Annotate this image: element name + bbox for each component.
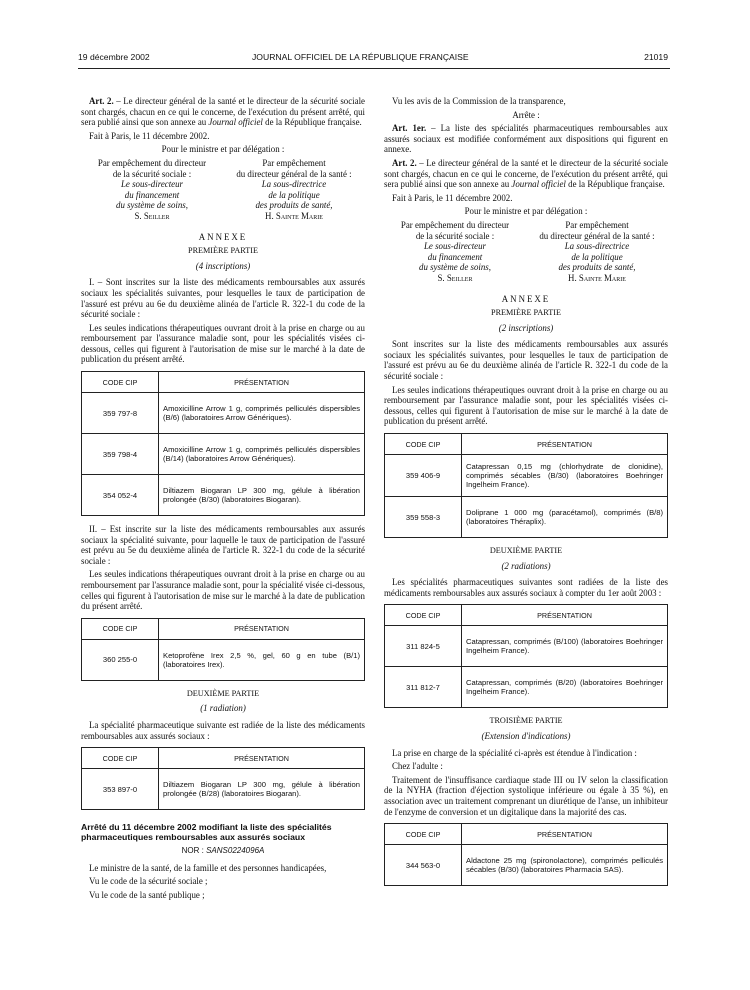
paragraph-treatment: Traitement de l'insuffisance cardiaque stade III ou IV selon la classification de la NYHA (fraction d'éjection systolique inférieure ou égale à 35 %), en association avec un traitement comprenant un diurétique de l'anse, un inhibiteur de l'enzyme de conversion et un digitalique dans la majorité des cas. [384, 774, 668, 817]
paragraph-indications: Les seules indications thérapeutiques ouvrant droit à la prise en charge ou au remboursement par l'assurance maladie sont, pour les spécialités visées ci-dessous, celles qui figurent à l'autorisation de mise sur le marché à la date de publication du présent arrêté. [81, 322, 365, 365]
table-row: 359 558-3 Doliprane 1 000 mg (paracétamol), comprimés (B/8) (laboratoires Théraplix). [385, 497, 668, 538]
paragraph-indications: Les seules indications thérapeutiques ouvrant droit à la prise en charge ou au remboursement par l'assurance maladie sont, pour la spécialité visée ci-dessous, celles qui figurent à l'autorisation de mise sur le marché à la date de publication du présent arrêté. [81, 569, 365, 612]
table-row: 360 255-0 Ketoprofène Irex 2,5 %, gel, 60 g en tube (B/1) (laboratoires Irex). [82, 639, 365, 680]
signatures [81, 158, 365, 222]
part-heading: DEUXIÈME PARTIE [186, 688, 260, 698]
paragraph-i: I. – Sont inscrites sur la liste des médicaments remboursables aux assurés sociaux les spécialités suivantes, pour lesquelles le taux de participation de l'assuré est prévu au 6e du deuxième alinéa de l'article R. 322-1 du code de la sécurité sociale : [81, 277, 365, 320]
left-column [81, 96, 365, 904]
vu-line: Vu les avis de la Commission de la transparence, [392, 96, 566, 106]
header-journal: JOURNAL OFFICIEL DE LA RÉPUBLIQUE FRANÇAISE [252, 52, 469, 62]
cip-table [81, 618, 365, 681]
table-row: 353 897-0 Diltiazem Biogaran LP 300 mg, gélule à libération prolongée (B/28) (laboratoires Biogaran). [82, 769, 365, 810]
part-subheading: (1 radiation) [200, 703, 246, 714]
column-header-presentation: PRÉSENTATION [159, 748, 365, 769]
cip-table [384, 823, 668, 886]
column-header-presentation: PRÉSENTATION [462, 824, 668, 845]
cip-table [81, 371, 365, 516]
column-header-code: CODE CIP [385, 824, 462, 845]
signature-right: Par empêchement du directeur général de la santé : La sous-directrice de la politique des produits de santé, H. Sainte Marie [223, 158, 365, 222]
table-row: 359 797-8 Amoxicilline Arrow 1 g, comprimés pelliculés dispersibles (B/6) (laboratoires Arrow Génériques). [82, 393, 365, 434]
signatory-name: H. Sainte Marie [265, 210, 323, 221]
right-column [384, 96, 668, 894]
column-header-code: CODE CIP [82, 618, 159, 639]
part-heading: DEUXIÈME PARTIE [489, 546, 563, 556]
column-header-presentation: PRÉSENTATION [462, 605, 668, 626]
signatures [384, 220, 668, 284]
table-row: 344 563-0 Aldactone 25 mg (spironolactone), comprimés pelliculés sécables (B/30) (laboratoires Pharmacia SAS). [385, 845, 668, 886]
header-divider [78, 68, 670, 69]
column-header-code: CODE CIP [82, 748, 159, 769]
part-subheading: (2 radiations) [501, 560, 551, 571]
signature-right: Par empêchement du directeur général de la santé : La sous-directrice de la politique des produits de santé, H. Sainte Marie [526, 220, 668, 284]
part-subheading: (4 inscriptions) [195, 260, 251, 271]
signature-left: Par empêchement du directeur de la sécurité sociale : Le sous-directeur du financement du système de soins, S. Seiller [384, 220, 526, 284]
column-header-presentation: PRÉSENTATION [159, 372, 365, 393]
article-1: Art. 1er. – La liste des spécialités pharmaceutiques remboursables aux assurés sociaux est modifiée conformément aux dispositions qui figurent en annexe. [384, 123, 668, 155]
column-header-code: CODE CIP [82, 372, 159, 393]
part-subheading: (2 inscriptions) [498, 322, 554, 333]
table-row: 359 798-4 Amoxicilline Arrow 1 g, comprimés pelliculés dispersibles (B/14) (laboratoires Arrow Génériques). [82, 434, 365, 475]
paragraph-indications: Les seules indications thérapeutiques ouvrant droit à la prise en charge ou au remboursement par l'assurance maladie sont, pour les spécialités visées ci-dessous, celles qui figurent à l'autorisation de mise sur le marché à la date de publication du présent arrêté. [384, 384, 668, 427]
table-row: 359 406-9 Catapressan 0,15 mg (chlorhydrate de clonidine), comprimés sécables (B/30) (laboratoires Boehringer Ingelheim France). [385, 455, 668, 497]
annexe-heading: ANNEXE [198, 231, 248, 242]
table-row: 311 824-5 Catapressan, comprimés (B/100) (laboratoires Boehringer Ingelheim France). [385, 626, 668, 667]
vu-line: Vu le code de la santé publique ; [89, 889, 205, 900]
column-header-code: CODE CIP [385, 605, 462, 626]
annexe-heading: ANNEXE [501, 293, 551, 304]
delegation-line: Pour le ministre et par délégation : [161, 144, 285, 155]
column-header-code: CODE CIP [385, 434, 462, 455]
table-row: 354 052-4 Diltiazem Biogaran LP 300 mg, gélule à libération prolongée (B/30) (laboratoires Biogaran). [82, 475, 365, 516]
page-header [78, 52, 668, 66]
column-header-presentation: PRÉSENTATION [159, 618, 365, 639]
part-subheading: (Extension d'indications) [481, 731, 571, 741]
paragraph-radiation: La spécialité pharmaceutique suivante est radiée de la liste des médicaments remboursables aux assurés sociaux : [81, 720, 365, 741]
signature-left: Par empêchement du directeur de la sécurité sociale : Le sous-directeur du financement du système de soins, S. Seiller [81, 158, 223, 222]
delegation-line: Pour le ministre et par délégation : [464, 206, 588, 217]
cip-table [384, 433, 668, 538]
paragraph-extension: La prise en charge de la spécialité ci-après est étendue à l'indication : [392, 747, 637, 758]
fait-a-paris: Fait à Paris, le 11 décembre 2002. [89, 130, 210, 141]
signatory-name: S. Seiller [134, 210, 170, 221]
part-heading: PREMIÈRE PARTIE [188, 246, 258, 256]
header-page-number: 21019 [644, 52, 668, 62]
paragraph-i: Sont inscrites sur la liste des médicaments remboursables aux assurés sociaux les spécialités suivantes, pour lesquelles le taux de participation de l'assuré est prévu au 6e du deuxième alinéa de l'article R. 322-1 du code de la sécurité sociale : [384, 339, 668, 382]
signatory-name: H. Sainte Marie [568, 272, 626, 283]
header-date: 19 décembre 2002 [78, 52, 150, 62]
article-2: Art. 2. – Le directeur général de la santé et le directeur de la sécurité sociale sont chargés, chacun en ce qui le concerne, de l'exécution du présent arrêté, qui sera publié ainsi que son annexe au Journal officiel de la République française. [81, 96, 365, 128]
minister-line: Le ministre de la santé, de la famille et des personnes handicapées, [89, 862, 327, 873]
cip-table [384, 604, 668, 708]
arrete-label: Arrête : [512, 109, 540, 120]
nor-reference: NOR : SANS0224096A [181, 846, 265, 856]
paragraph-ii: II. – Est inscrite sur la liste des médicaments remboursables aux assurés sociaux la spécialité suivante, pour laquelle le taux de participation de l'assuré est prévu au 5e du deuxième alinéa de l'article R. 322-1 du code de la sécurité sociale : [81, 524, 365, 566]
vu-line: Vu le code de la sécurité sociale ; [89, 876, 208, 887]
part-heading: PREMIÈRE PARTIE [491, 308, 561, 318]
fait-a-paris: Fait à Paris, le 11 décembre 2002. [392, 192, 513, 203]
column-header-presentation: PRÉSENTATION [462, 434, 668, 455]
paragraph-adult: Chez l'adulte : [392, 761, 443, 772]
part-heading: TROISIÈME PARTIE [489, 716, 563, 726]
article-2: Art. 2. – Le directeur général de la santé et le directeur de la sécurité sociale sont chargés, chacun en ce qui le concerne, de l'exécution du présent arrêté, qui sera publié ainsi que son annexe au Journal officiel de la République française. [384, 157, 668, 190]
article-2-label: Art. 2. [89, 96, 114, 106]
table-row: 311 812-7 Catapressan, comprimés (B/20) (laboratoires Boehringer Ingelheim France). [385, 667, 668, 708]
arrete-title: Arrêté du 11 décembre 2002 modifiant la liste des spécialités pharmaceutiques remboursables aux assurés sociaux [81, 822, 332, 843]
signatory-name: S. Seiller [437, 272, 473, 283]
paragraph-radiation: Les spécialités pharmaceutiques suivantes sont radiées de la liste des médicaments remboursables aux assurés sociaux à compter du 1er août 2003 : [384, 577, 668, 598]
cip-table [81, 747, 365, 810]
